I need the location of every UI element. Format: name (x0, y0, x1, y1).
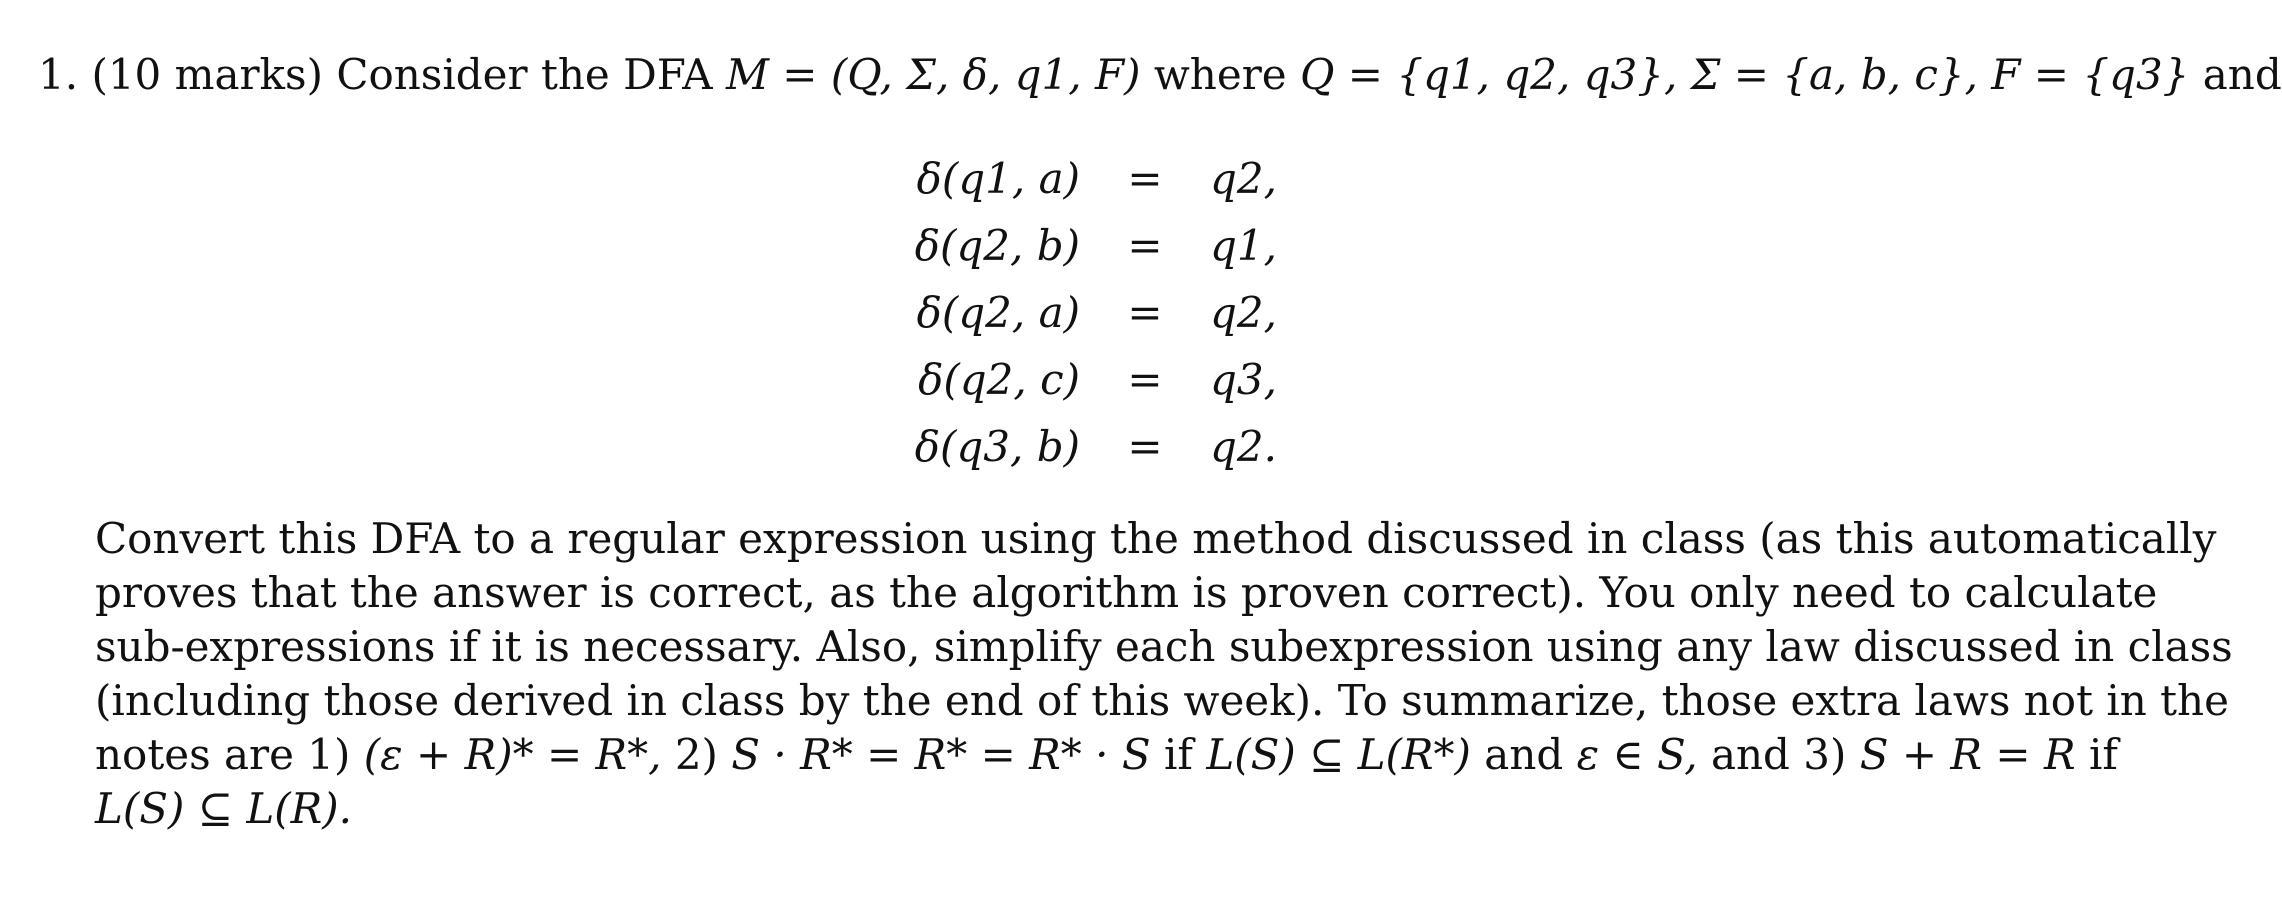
transition-rhs: q1, (1210, 221, 1277, 270)
transition-equals: = (1127, 288, 1163, 337)
transition-equals: = (1127, 221, 1163, 270)
transition-lhs: δ(q1, a) (916, 154, 1080, 203)
laws-text: and (1484, 730, 1564, 779)
transition-lhs: δ(q2, b) (914, 221, 1080, 270)
transition-rhs: q2, (1210, 154, 1277, 203)
transition-rhs: q2. (1210, 422, 1277, 471)
laws-text: if (1163, 730, 1193, 779)
machine-definition: M = (Q, Σ, δ, q1, F) (725, 50, 1141, 99)
transition-row (880, 152, 1277, 206)
transition-row (880, 353, 1277, 407)
law-two-condition-epsilon: ε ∈ S, (1576, 730, 1698, 779)
question-intro: Consider the DFA (336, 50, 713, 99)
transition-equals: = (1127, 154, 1163, 203)
laws-text: notes are 1) (95, 730, 351, 779)
next-line-cutoff (95, 872, 2105, 902)
paragraph-line: proves that the answer is correct, as the algorithm is proven correct). You only need to calculate (95, 568, 2158, 617)
question-header (38, 48, 2282, 102)
where-word: where (1153, 50, 1287, 99)
alphabet-definition: Σ = {a, b, c}, (1690, 50, 1978, 99)
paragraph-line: sub-expressions if it is necessary. Also, simplify each subexpression using any law discussed in class (95, 622, 2233, 671)
transition-row (880, 286, 1277, 340)
paragraph-line: Convert this DFA to a regular expression using the method discussed in class (as this automatically (95, 514, 2217, 563)
transition-equals: = (1127, 355, 1163, 404)
question-number: 1. (38, 50, 79, 99)
transition-row (880, 420, 1277, 474)
law-three: S + R = R (1859, 730, 2076, 779)
law-two: S · R* = R* = R* · S (731, 730, 1151, 779)
laws-text: and 3) (1710, 730, 1847, 779)
paragraph-line: (including those derived in class by the end of this week). To summarize, those extra laws not in the (95, 676, 2229, 725)
transition-equals: = (1127, 422, 1163, 471)
final-set-definition: F = {q3} (1991, 50, 2190, 99)
transition-lhs: δ(q3, b) (914, 422, 1080, 471)
transition-lhs: δ(q2, a) (916, 288, 1080, 337)
transition-rhs: q3, (1210, 355, 1277, 404)
question-marks: (10 marks) (91, 50, 323, 99)
transition-lhs: δ(q2, c) (918, 355, 1080, 404)
transition-row (880, 219, 1277, 273)
paragraph-line-laws (95, 728, 2118, 782)
laws-text: 2) (674, 730, 718, 779)
state-set-definition: Q = {q1, q2, q3}, (1300, 50, 1678, 99)
paragraph-line-last: L(S) ⊆ L(R). (95, 784, 352, 833)
laws-text: if (2088, 730, 2118, 779)
law-two-condition: L(S) ⊆ L(R*) (1206, 730, 1471, 779)
instruction-paragraph (95, 512, 2233, 836)
law-one: (ε + R)* = R*, (363, 730, 662, 779)
and-word: and (2202, 50, 2282, 99)
transition-rhs: q2, (1210, 288, 1277, 337)
